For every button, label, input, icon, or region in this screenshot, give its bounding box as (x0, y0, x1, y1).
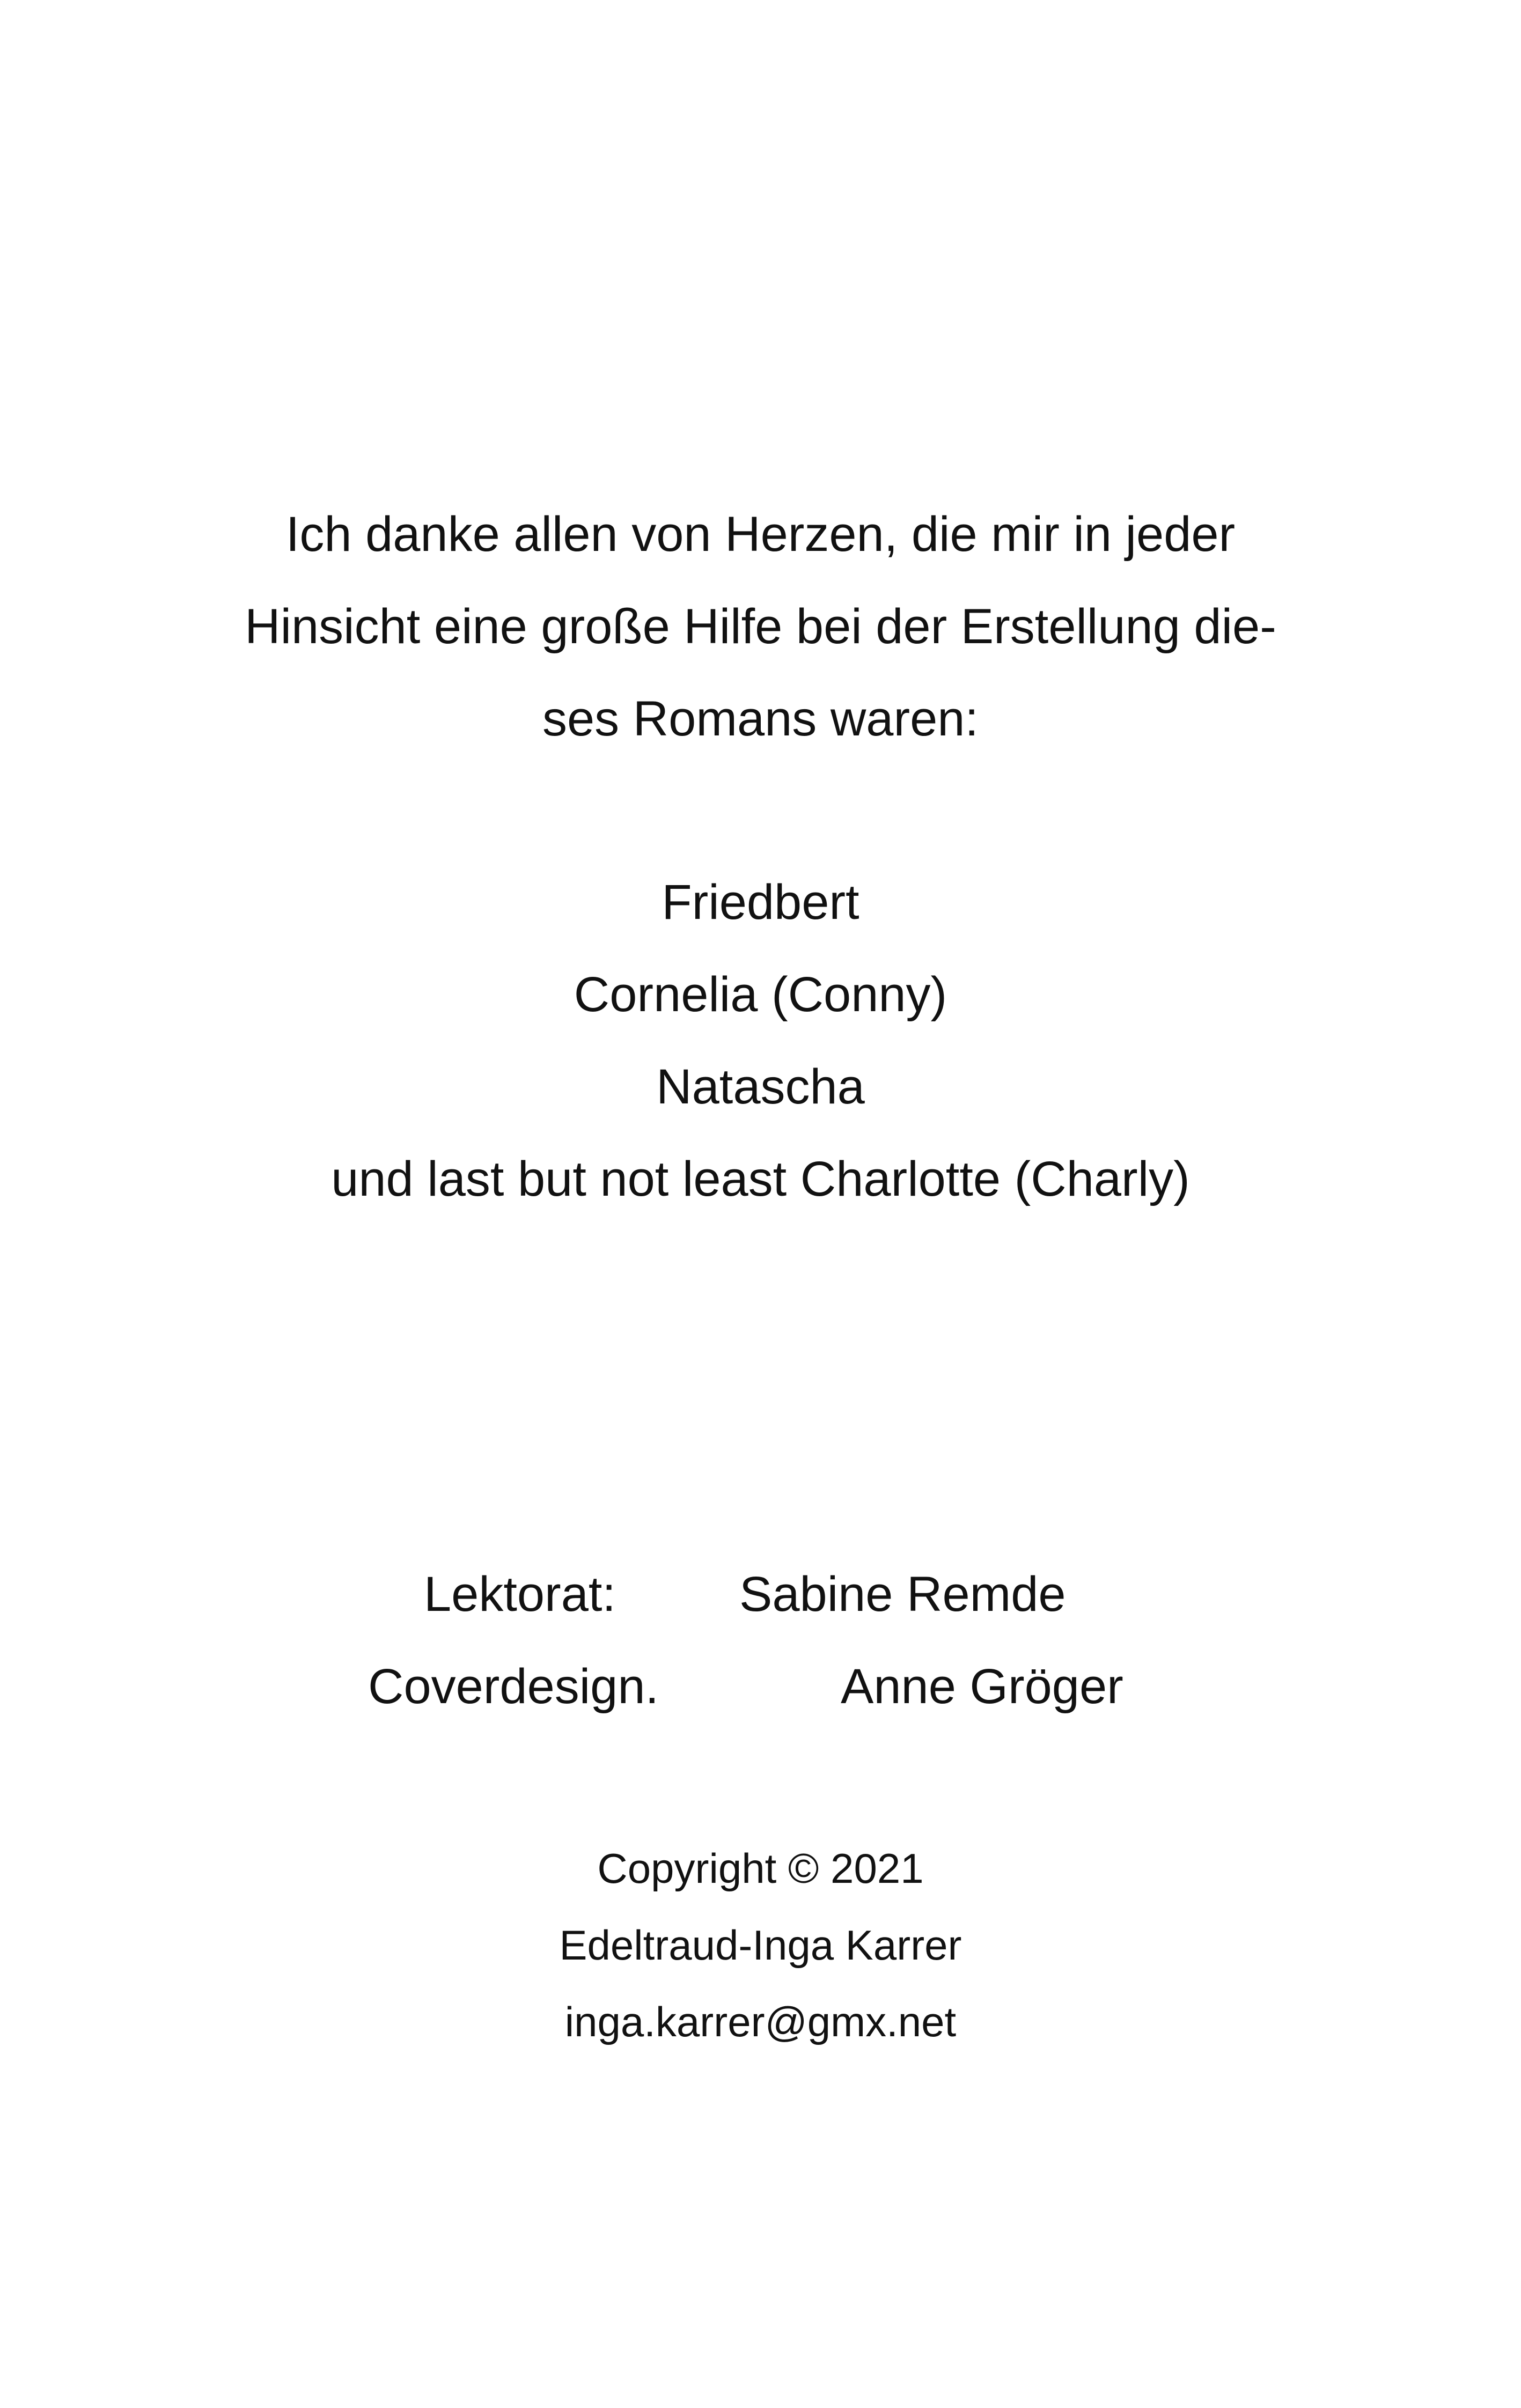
thanked-name: Friedbert (662, 875, 859, 930)
author-name: Edeltraud-Inga Karrer (559, 1921, 962, 1969)
lektorat-value: Sabine Remde (739, 1567, 1066, 1622)
dedication-line: ses Romans waren: (542, 691, 979, 746)
author-email: inga.karrer@gmx.net (564, 1998, 957, 2045)
thanked-name: und last but not least Charlotte (Charly) (331, 1152, 1190, 1206)
thanked-name: Natascha (656, 1059, 865, 1114)
dedication-line: Ich danke allen von Herzen, die mir in jeder (285, 507, 1236, 562)
dedication-line: Hinsicht eine große Hilfe bei der Erstellung die- (245, 599, 1276, 654)
copyright-notice: Copyright © 2021 (597, 1845, 924, 1892)
coverdesign-label: Coverdesign. (368, 1659, 659, 1714)
thanked-name: Cornelia (Conny) (574, 967, 947, 1022)
coverdesign-value: Anne Gröger (841, 1659, 1123, 1714)
lektorat-label: Lektorat: (424, 1567, 616, 1622)
